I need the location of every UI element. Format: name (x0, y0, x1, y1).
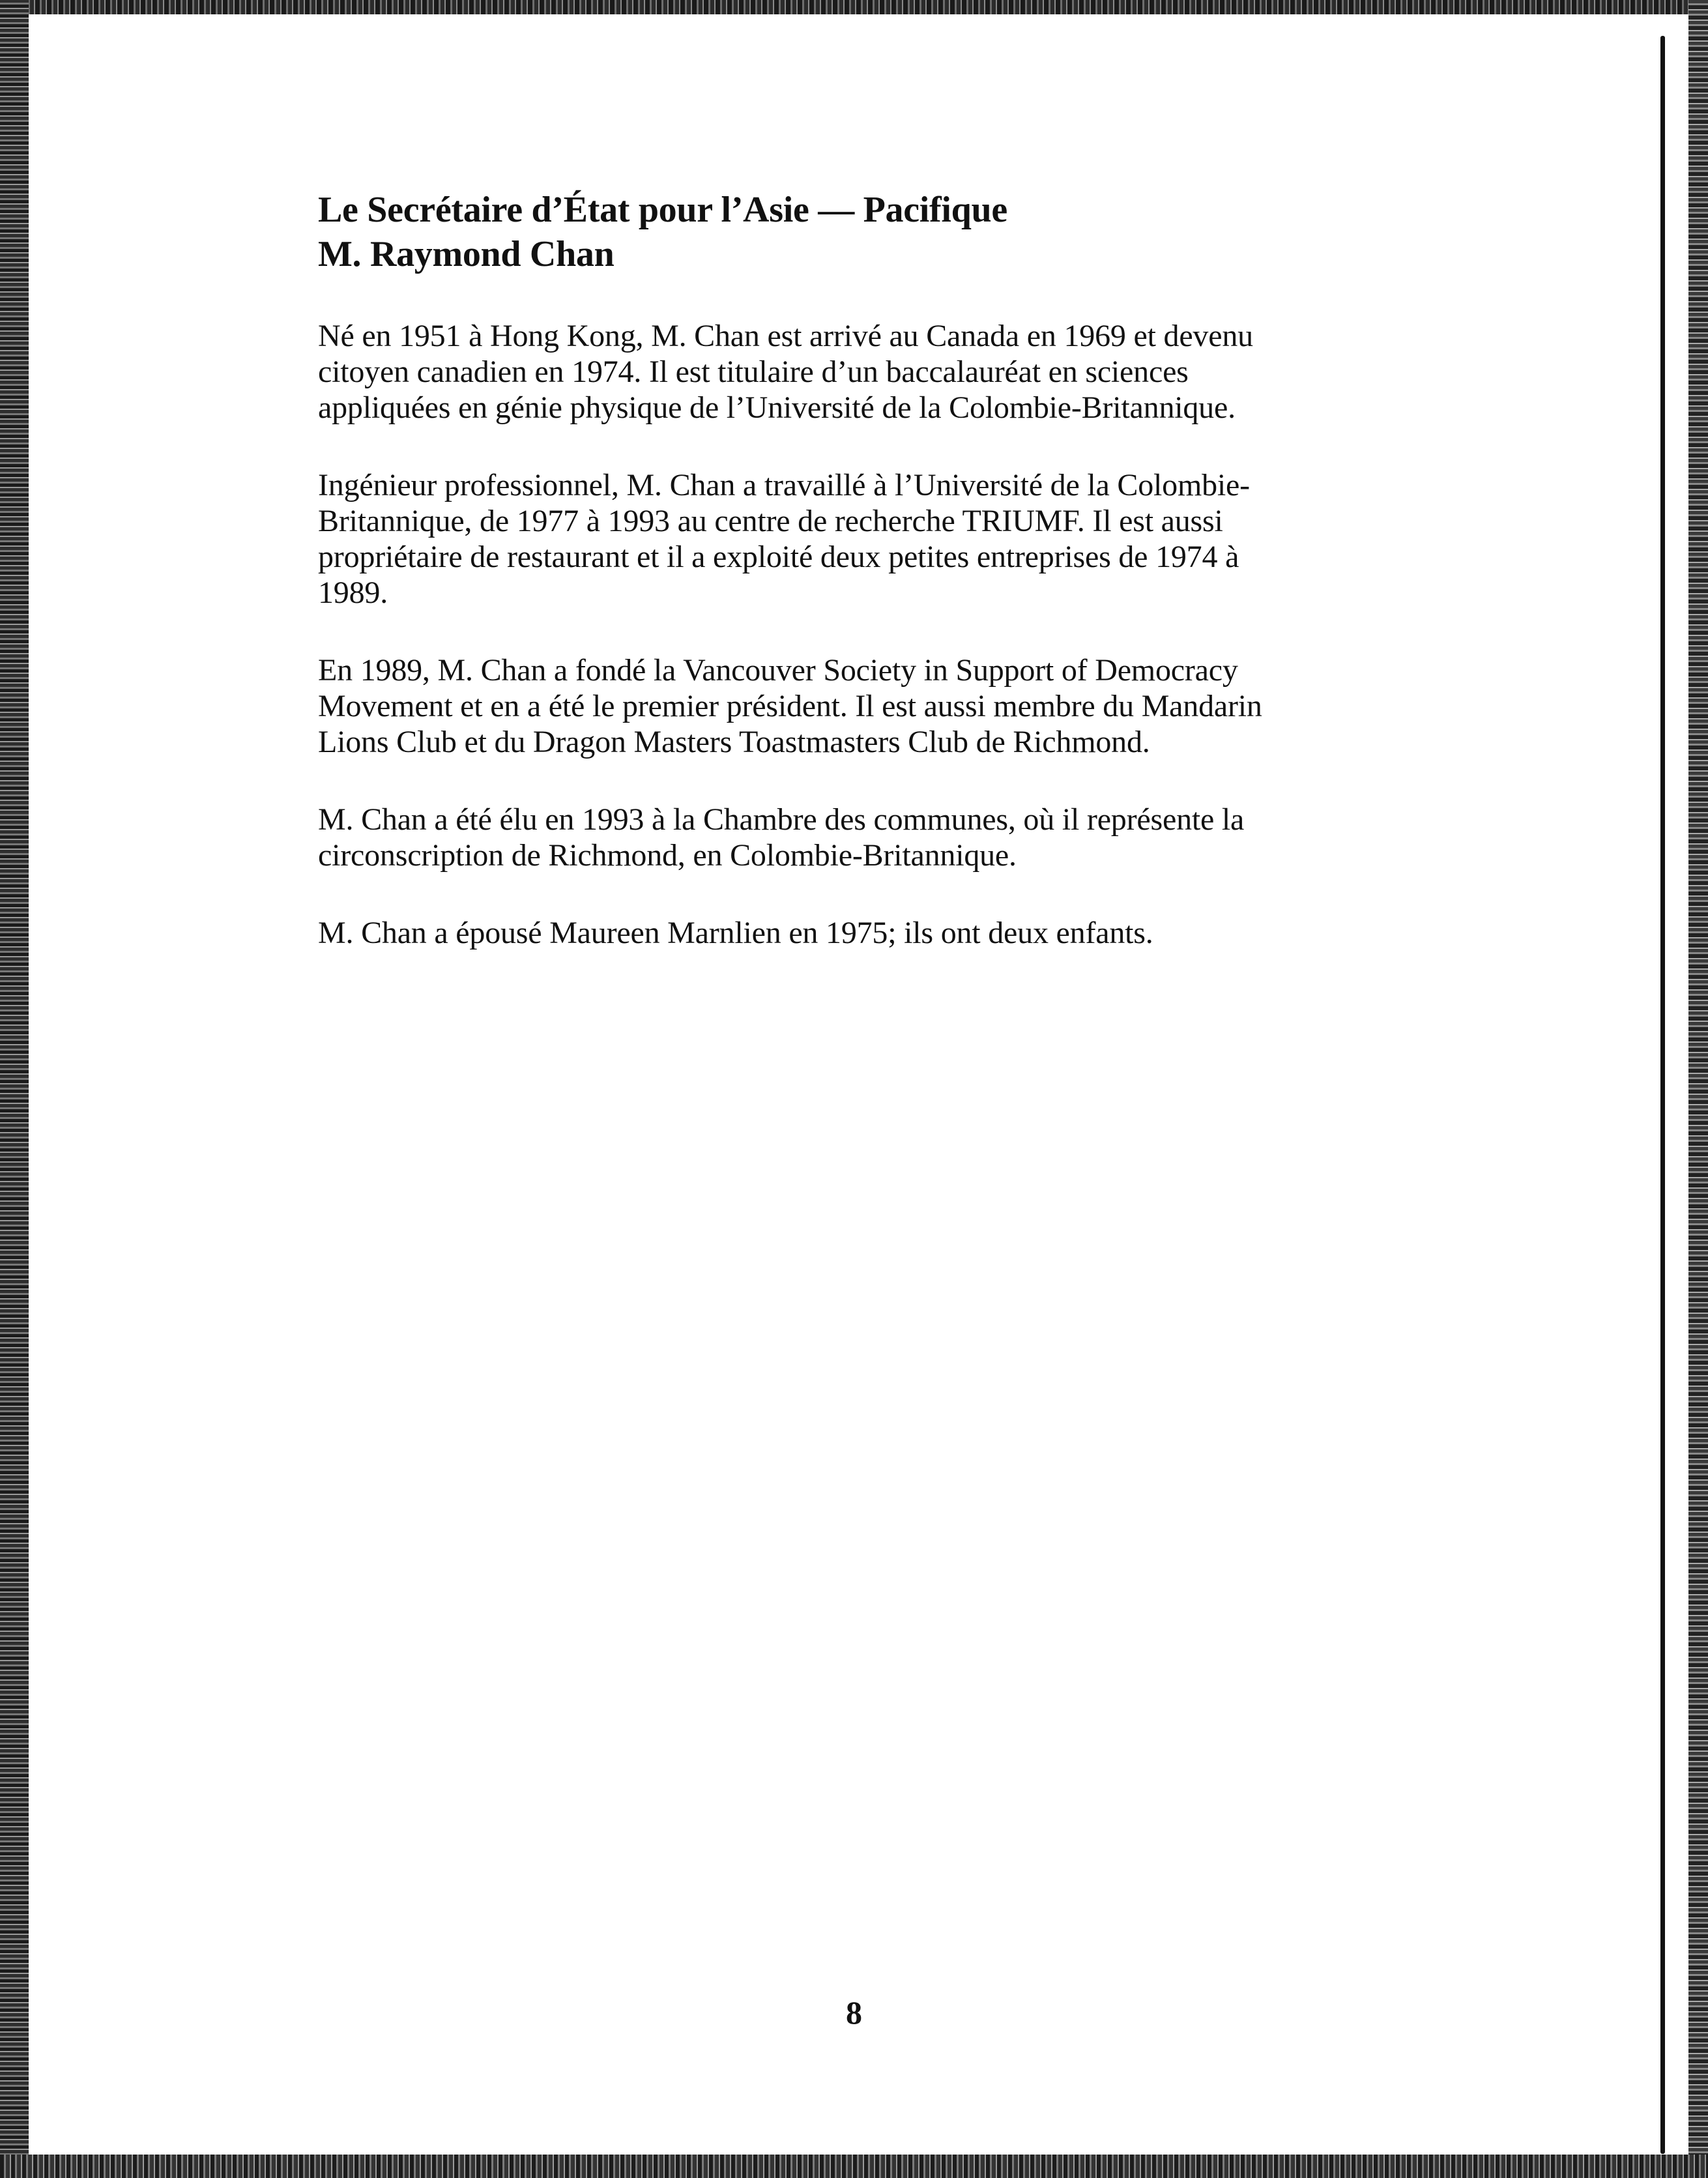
paragraph-line: En 1989, M. Chan a fondé la Vancouver Society in Support of Democracy (318, 653, 1238, 688)
paragraph-line: M. Chan a épousé Maureen Marnlien en 1975; ils ont deux enfants. (318, 916, 1153, 950)
paragraph-line: appliquées en génie physique de l’Université de la Colombie-Britannique. (318, 390, 1236, 425)
page-fold-line (1660, 36, 1665, 2154)
scan-edge-bottom (0, 2155, 1708, 2178)
paragraph-biography-community (318, 652, 1426, 760)
paragraph-line: citoyen canadien en 1974. Il est titulaire d’un baccalauréat en sciences (318, 355, 1189, 389)
document-body (318, 188, 1426, 951)
document-title (318, 188, 1426, 276)
paragraph-line: 1989. (318, 575, 388, 610)
scan-edge-right (1688, 0, 1708, 2178)
title-line-name: M. Raymond Chan (318, 234, 615, 274)
paragraph-biography-career (318, 467, 1426, 611)
scan-edge-top (0, 0, 1708, 14)
paragraph-biography-birth (318, 318, 1426, 426)
paragraph-line: Lions Club et du Dragon Masters Toastmasters Club de Richmond. (318, 725, 1150, 759)
page-number: 8 (846, 1994, 862, 2031)
paragraph-line: propriétaire de restaurant et il a exploité deux petites entreprises de 1974 à (318, 540, 1239, 574)
scan-edge-left (0, 0, 29, 2178)
paragraph-line: Movement et en a été le premier président. Il est aussi membre du Mandarin (318, 689, 1262, 723)
paragraph-line: Né en 1951 à Hong Kong, M. Chan est arrivé au Canada en 1969 et devenu (318, 319, 1253, 353)
paragraph-line: Ingénieur professionnel, M. Chan a travaillé à l’Université de la Colombie- (318, 468, 1250, 502)
paragraph-line: circonscription de Richmond, en Colombie-Britannique. (318, 838, 1017, 873)
paragraph-biography-election (318, 802, 1426, 873)
paragraph-biography-family (318, 915, 1426, 951)
paragraph-line: Britannique, de 1977 à 1993 au centre de recherche TRIUMF. Il est aussi (318, 504, 1223, 538)
paragraph-line: M. Chan a été élu en 1993 à la Chambre des communes, où il représente la (318, 802, 1245, 837)
title-line-position: Le Secrétaire d’État pour l’Asie — Pacifique (318, 190, 1007, 230)
